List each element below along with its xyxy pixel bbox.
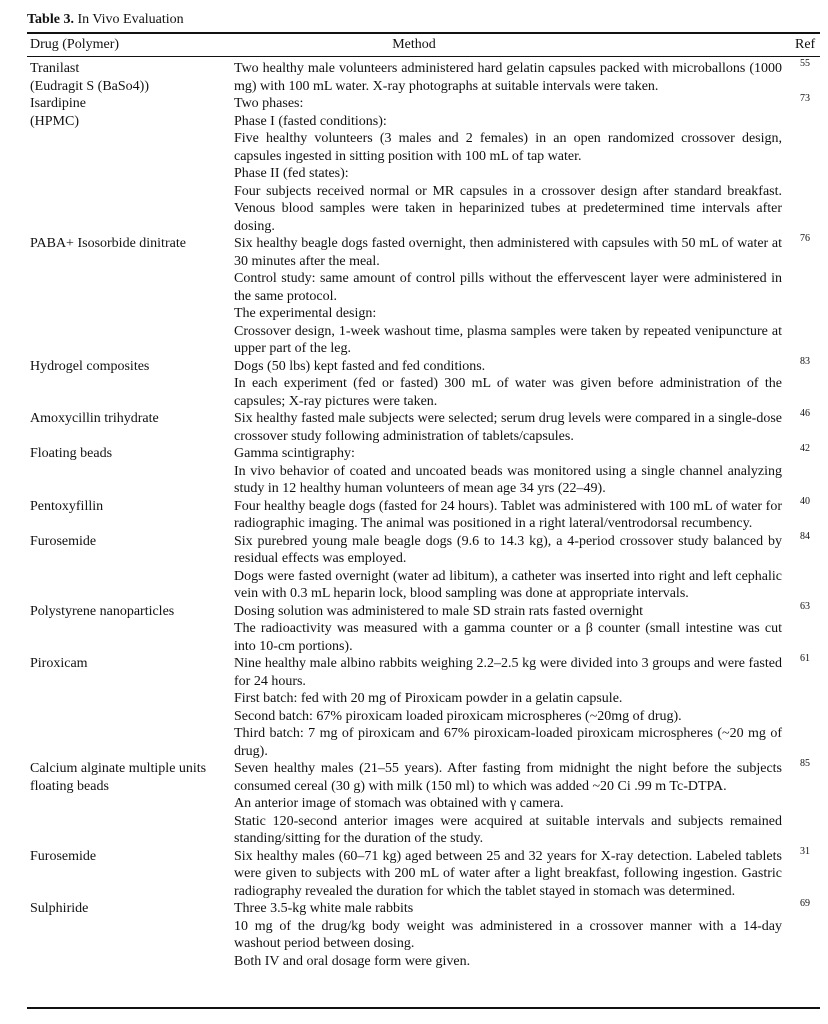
method-paragraph: Six healthy fasted male subjects were selected; serum drug levels were compared in a single-dose crossover study following administration of tablets/capsules.: [234, 411, 782, 444]
ref-cell: 83: [800, 355, 810, 367]
table-row: [0, 445, 828, 498]
table-body: [0, 60, 828, 970]
method-paragraph: Control study: same amount of control pills without the effervescent layer were administered in the same protocol.: [234, 271, 782, 304]
drug-line: Furosemide: [30, 848, 97, 864]
method-paragraph: Crossover design, 1-week washout time, plasma samples were taken by repeated venipuncture at upper part of the leg.: [234, 323, 782, 356]
method-paragraph: Gamma scintigraphy:: [234, 446, 355, 461]
drug-cell: [30, 410, 230, 428]
method-cell: [234, 95, 782, 235]
method-cell: [234, 235, 782, 358]
drug-cell: [30, 445, 230, 463]
method-paragraph: First batch: fed with 20 mg of Piroxicam powder in a gelatin capsule.: [234, 691, 623, 706]
drug-line: floating beads: [30, 778, 109, 794]
method-cell: [234, 60, 782, 95]
table-row: [0, 600, 828, 656]
method-paragraph: Both IV and oral dosage form were given.: [234, 953, 471, 969]
table-row: [0, 355, 828, 411]
table-number: Table 3.: [27, 12, 74, 27]
method-paragraph: Three 3.5-kg white male rabbits: [234, 901, 414, 916]
table-row: [0, 495, 828, 533]
method-paragraph: Third batch: 7 mg of piroxicam and 67% piroxicam-loaded piroxicam microspheres (~20 mg of drug).: [234, 726, 782, 759]
method-cell: [234, 655, 782, 760]
drug-line: Furosemide: [30, 533, 97, 549]
drug-line: Pentoxyfillin: [30, 498, 104, 514]
method-paragraph: In vivo behavior of coated and uncoated beads was monitored using a single channel analyzing study in 12 healthy human volunteers of mean age 34 yrs (22–49).: [234, 463, 782, 496]
table-row: [0, 60, 828, 95]
ref-cell: 40: [800, 495, 810, 507]
method-paragraph: Dogs were fasted overnight (water ad libitum), a catheter was inserted into right and left cephalic vein with 0.3 mL heparin lock, blood sampling was done at appropriate intervals.: [234, 568, 782, 601]
drug-line: Tranilast: [30, 61, 80, 76]
table-row: [0, 760, 828, 848]
method-cell: [234, 410, 782, 445]
drug-cell: [30, 533, 230, 551]
drug-line: PABA+ Isosorbide dinitrate: [30, 236, 186, 251]
table-row: [0, 235, 828, 358]
method-paragraph: 10 mg of the drug/kg body weight was administered in a crossover manner with a 14-day washout period between dosing.: [234, 918, 782, 951]
drug-cell: [30, 235, 230, 253]
table-row: [0, 655, 828, 760]
drug-cell: [30, 900, 230, 918]
method-cell: [234, 900, 782, 970]
method-cell: [234, 498, 782, 533]
method-cell: [234, 760, 782, 848]
table-row: [0, 530, 828, 603]
method-cell: [234, 603, 782, 656]
method-paragraph: Four healthy beagle dogs (fasted for 24 hours). Tablet was administered with 100 mL of water for radiographic imaging. The animal was positioned in a right lateral/ventrodorsal recumbency.: [234, 498, 782, 531]
drug-cell: [30, 498, 230, 516]
table-row: [0, 845, 828, 901]
header-rule: [27, 56, 820, 57]
method-paragraph: Dogs (50 lbs) kept fasted and fed conditions.: [234, 358, 486, 374]
header-method: Method: [392, 37, 436, 52]
drug-cell: [30, 655, 230, 673]
method-cell: [234, 445, 782, 498]
drug-line: (HPMC): [30, 113, 80, 129]
ref-cell: 85: [800, 758, 810, 769]
drug-line: (Eudragit S (BaSo4)): [30, 78, 149, 94]
method-paragraph: Nine healthy male albino rabbits weighing 2.2–2.5 kg were divided into 3 groups and were fasted for 24 hours.: [234, 656, 782, 689]
method-cell: [234, 533, 782, 603]
method-paragraph: Dosing solution was administered to male SD strain rats fasted overnight: [234, 603, 644, 619]
top-rule: [27, 32, 820, 34]
ref-cell: 84: [800, 530, 810, 542]
ref-cell: 46: [800, 408, 810, 419]
drug-line: Isardipine: [30, 96, 86, 111]
ref-cell: 63: [800, 600, 810, 612]
header-ref: Ref: [795, 37, 816, 52]
bottom-rule: [27, 1007, 820, 1009]
drug-line: Hydrogel composites: [30, 358, 150, 374]
table-row: [0, 900, 828, 970]
method-paragraph: The experimental design:: [234, 306, 377, 321]
drug-line: Amoxycillin trihydrate: [30, 411, 159, 426]
method-paragraph: Second batch: 67% piroxicam loaded piroxicam microspheres (~20mg of drug).: [234, 708, 682, 724]
drug-cell: [30, 760, 230, 795]
method-paragraph: An anterior image of stomach was obtained with γ camera.: [234, 796, 564, 811]
method-paragraph: The radioactivity was measured with a gamma counter or a β counter (small intestine was cut into 10-cm portions).: [234, 621, 782, 654]
ref-cell: 61: [800, 653, 810, 664]
drug-line: Sulphiride: [30, 901, 89, 916]
method-paragraph: Six purebred young male beagle dogs (9.6 to 14.3 kg), a 4-period crossover study balanced by residual effects was employed.: [234, 533, 782, 566]
method-paragraph: Two healthy male volunteers administered hard gelatin capsules packed with microballons (1000 mg) with 100 mL water. X-ray photographs at suitable intervals were taken.: [234, 61, 782, 94]
drug-line: Floating beads: [30, 446, 113, 461]
method-paragraph: Six healthy males (60–71 kg) aged between 25 and 32 years for X-ray detection. Labeled tablets were given to subjects with 200 mL of water after a light breakfast, following ingestion. Gastric radiography revealed the duration for which the tablet stayed in stomach was determined.: [234, 848, 782, 899]
method-paragraph: Seven healthy males (21–55 years). After fasting from midnight the night before the subjects consumed cereal (30 g) with milk (150 ml) to which was added ~20 Ci .99 m Tc-DTPA.: [234, 761, 782, 794]
method-paragraph: Phase I (fasted conditions):: [234, 113, 387, 129]
header-drug: Drug (Polymer): [30, 37, 120, 52]
drug-line: Polystyrene nanoparticles: [30, 603, 175, 619]
table-row: [0, 95, 828, 235]
table-caption: In Vivo Evaluation: [73, 12, 184, 27]
method-paragraph: Four subjects received normal or MR capsules in a crossover design after standard breakfast. Venous blood samples were taken in heparinized tubes at predetermined time intervals after dosing.: [234, 183, 782, 234]
method-cell: [234, 358, 782, 411]
method-paragraph: In each experiment (fed or fasted) 300 mL of water was given before administration of the capsules; X-ray pictures were taken.: [234, 376, 782, 409]
table-row: [0, 410, 828, 445]
ref-cell: 55: [800, 58, 810, 69]
method-paragraph: Static 120-second anterior images were acquired at suitable intervals and subjects remained standing/sitting for the duration of the study.: [234, 813, 782, 846]
ref-cell: 73: [800, 93, 810, 104]
ref-cell: 31: [800, 845, 810, 857]
drug-line: Piroxicam: [30, 656, 88, 671]
ref-cell: 42: [800, 443, 810, 454]
method-paragraph: Two phases:: [234, 96, 304, 111]
method-paragraph: Phase II (fed states):: [234, 166, 349, 181]
method-paragraph: Five healthy volunteers (3 males and 2 females) in an open randomized crossover design, capsules ingested in sitting position with 100 mL of tap water.: [234, 131, 782, 164]
drug-line: Calcium alginate multiple units: [30, 761, 207, 776]
drug-cell: [30, 95, 230, 130]
ref-cell: 69: [800, 898, 810, 909]
drug-cell: [30, 848, 230, 866]
ref-cell: 76: [800, 233, 810, 244]
drug-cell: [30, 603, 230, 621]
method-cell: [234, 848, 782, 901]
drug-cell: [30, 60, 230, 95]
table-title: [27, 11, 184, 29]
method-paragraph: Six healthy beagle dogs fasted overnight, then administered with capsules with 50 mL of water at 30 minutes after the meal.: [234, 236, 782, 269]
drug-cell: [30, 358, 230, 376]
